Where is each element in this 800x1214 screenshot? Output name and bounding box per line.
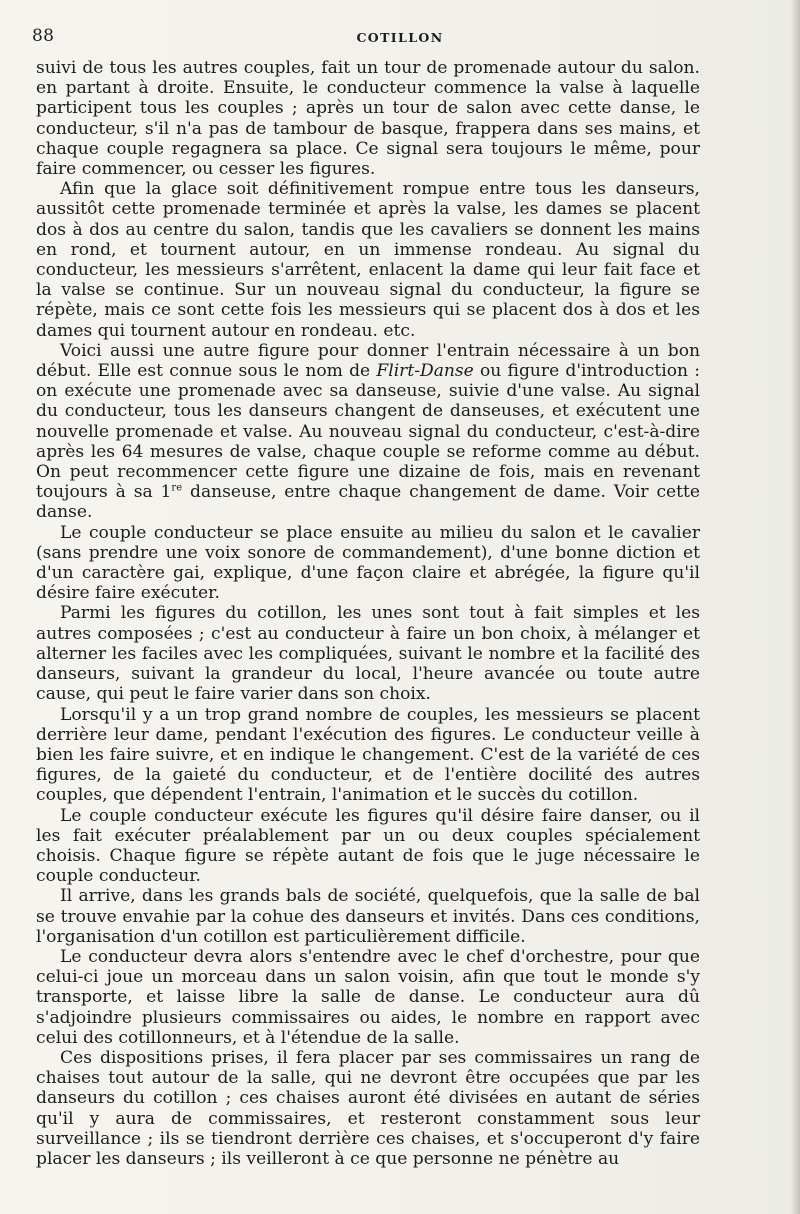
page-number: 88 — [32, 26, 55, 46]
paragraph: Le couple conducteur exécute les figures qu'il désire faire danser, ou il les fait exécuter préalablement par un ou deux couples spécialement choisis. Chaque figure se répète autant de fois que le juge nécessaire le couple conducteur. — [36, 805, 700, 887]
paragraph-text: Voici aussi une autre figure pour donner l'entrain nécessaire à un bon début. Elle est connue sous le nom de — [36, 340, 700, 382]
running-title: COTILLON — [356, 30, 444, 45]
paragraph: suivi de tous les autres couples, fait un tour de promenade autour du salon. en partant à droite. Ensuite, le conducteur commence la valse à laquelle participent tous les couples ; après un tour de salon avec cette danse, le conducteur, s'il n'a pas de tambour de basque, frappera dans ses mains, et chaque couple regagnera sa place. Ce signal sera toujours le même, pour faire commencer, ou cesser les figures. — [36, 58, 700, 180]
page-body — [36, 58, 700, 1169]
paragraph-text: ou figure d'introduction : on exécute une promenade avec sa danseuse, suivie d'une valse. Au signal du conducteur, tous les danseurs changent de danseuses, et exécutent une nouvelle promenade et valse. Au nouveau signal du conducteur, c'est-à-dire après les 64 mesures de valse, chaque couple se reforme comme au début. On peut recommencer cette figure une dizaine de fois, mais en revenant toujours à sa 1 — [36, 361, 700, 503]
paragraph: Afin que la glace soit définitivement rompue entre tous les danseurs, aussitôt cette promenade terminée et après la valse, les dames se placent dos à dos au centre du salon, tandis que les cavaliers se donnent les mains en rond, et tournent autour, en un immense rondeau. Au signal du conducteur, les messieurs s'arrêtent, enlacent la dame qui leur fait face et la valse se continue. Sur un nouveau signal du conducteur, la figure se répète, mais ce sont cette fois les messieurs qui se placent dos à dos et les dames qui tournent autour en rondeau. etc. — [36, 179, 700, 341]
paragraph-text: danseuse, entre chaque changement de dame. Voir cette danse. — [36, 482, 700, 523]
paragraph: Le conducteur devra alors s'entendre avec le chef d'orchestre, pour que celui-ci joue un morceau dans un salon voisin, afin que tout le monde s'y transporte, et laisse libre la salle de danse. Le conducteur aura dû s'adjoindre plusieurs commissaires ou aides, le nombre en rapport avec celui des cotillonneurs, et à l'étendue de la salle. — [36, 946, 700, 1048]
page-edge-shadow — [790, 0, 800, 1214]
dance-name-italic: Flirt-Danse — [376, 361, 474, 382]
paragraph: Il arrive, dans les grands bals de société, quelquefois, que la salle de bal se trouve envahie par la cohue des danseurs et invités. Dans ces conditions, l'organisation d'un cotillon est particulièrement difficile. — [36, 886, 700, 947]
paragraph: Le couple conducteur se place ensuite au milieu du salon et le cavalier (sans prendre une voix sonore de commandement), d'une bonne diction et d'un caractère gai, explique, d'une façon claire et abrégée, la figure qu'il désire faire exécuter. — [36, 522, 700, 604]
page-header — [32, 26, 768, 50]
ordinal-superscript: re — [171, 482, 183, 494]
paragraph: Ces dispositions prises, il fera placer par ses commissaires un rang de chaises tout autour de la salle, qui ne devront être occupées que par les danseurs du cotillon ; ces chaises auront été divisées en autant de séries qu'il y aura de commissaires, et resteront constamment sous leur surveillance ; ils se tiendront derrière ces chaises, et s'occuperont d'y faire placer les danseurs ; ils veilleront à ce que personne ne pénètre au — [36, 1047, 700, 1169]
paragraph: Parmi les figures du cotillon, les unes sont tout à fait simples et les autres composées ; c'est au conducteur à faire un bon choix, à mélanger et alterner les faciles avec les compliquées, suivant le nombre et la facilité des danseurs, suivant la grandeur du local, l'heure avancée ou toute autre cause, qui peut le faire varier dans son choix. — [36, 603, 700, 705]
paragraph: Lorsqu'il y a un trop grand nombre de couples, les messieurs se placent derrière leur dame, pendant l'exécution des figures. Le conducteur veille à bien les faire suivre, et en indique le changement. C'est de la variété de ces figures, de la gaieté du conducteur, et de l'entière docilité des autres couples, que dépendent l'entrain, l'animation et le succès du cotillon. — [36, 704, 700, 806]
paragraph — [36, 341, 700, 523]
